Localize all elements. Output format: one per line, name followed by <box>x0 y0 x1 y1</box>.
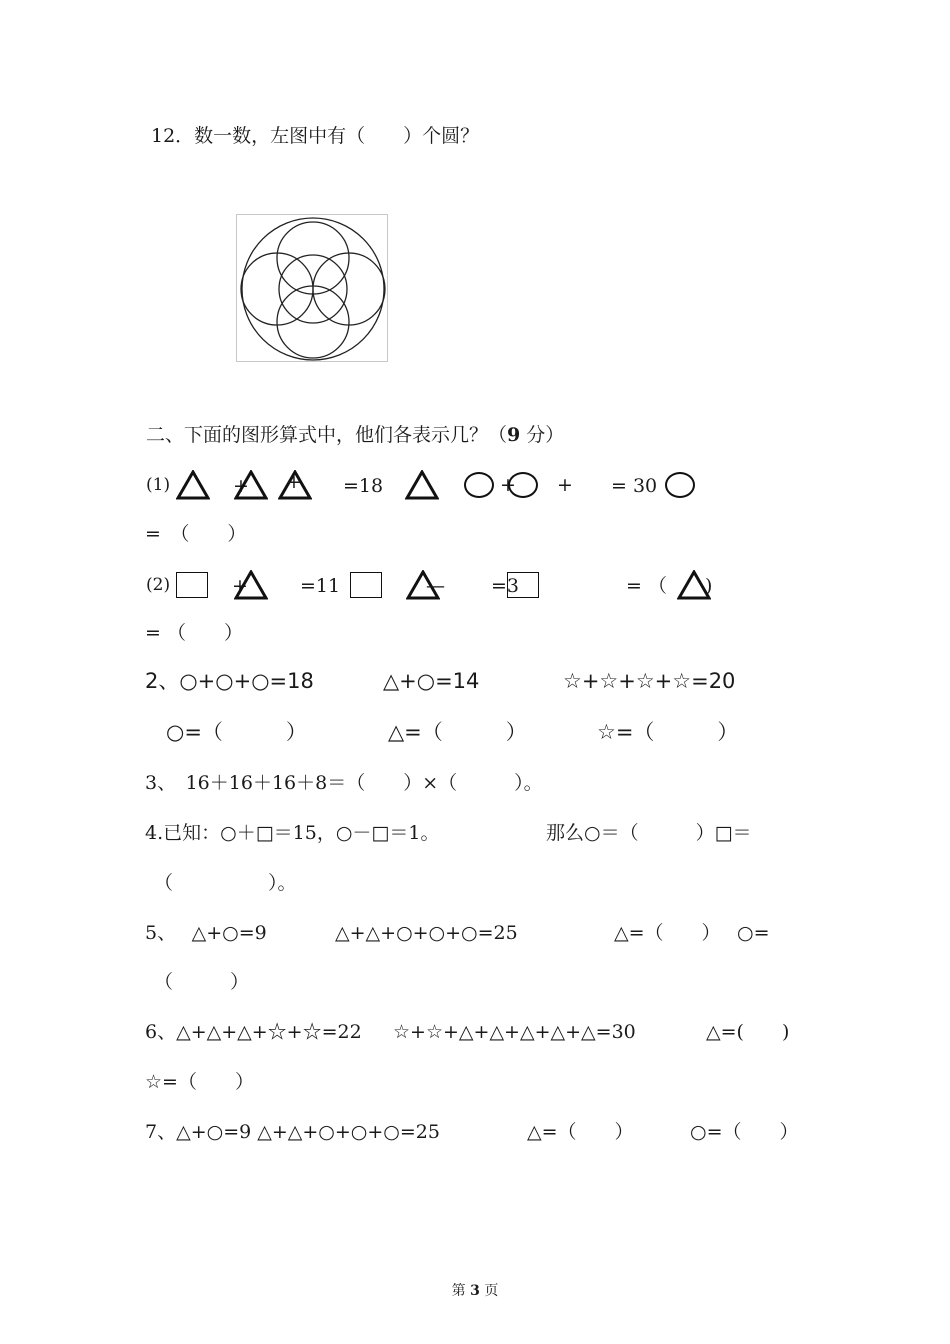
question-6-eq2: ☆+☆+△+△+△+△+△=30 <box>393 1021 636 1043</box>
footer-prefix: 第 <box>451 1283 466 1299</box>
question-5-eq1: 5、 △+○=9 <box>145 922 267 944</box>
question-5-eq2: △+△+○+○+○=25 <box>335 922 518 944</box>
q2-eq-circle: 2、○+○+○=18 <box>145 669 314 693</box>
question-5-blank: （ ） <box>154 971 250 993</box>
q2-ans-triangle: △=（ ） <box>388 720 527 744</box>
question-4-blank: （ ）。 <box>154 872 297 894</box>
section-2-score: 9 <box>507 424 521 446</box>
square-icon <box>350 572 382 598</box>
minus-sign: — <box>426 575 445 597</box>
triangle-icon <box>234 570 268 600</box>
bottom-circle <box>277 286 349 358</box>
question-6-eq1: 6、△+△+△+☆+☆=22 <box>145 1021 362 1043</box>
plus-sign: + <box>233 475 249 497</box>
circles-figure <box>236 214 388 362</box>
ellipse-icon <box>464 472 494 498</box>
section-2-title-text: 二、下面的图形算式中，他们各表示几？（ <box>146 424 508 446</box>
question-4-ask: 那么○＝（ ）□＝ <box>546 822 752 844</box>
footer-suffix: 页 <box>484 1283 499 1299</box>
equals-blank: = （ ) <box>626 575 713 597</box>
section-2-title-end: 分） <box>520 424 565 446</box>
ellipse-icon <box>665 472 695 498</box>
equals-11: =11 <box>300 575 341 597</box>
question-7-ans-triangle: △=（ ） <box>527 1121 634 1143</box>
page-number: 3 <box>470 1283 480 1299</box>
page-footer <box>0 1280 950 1300</box>
q2-eq-star: ☆+☆+☆+☆=20 <box>563 669 736 693</box>
problem-1-answer: = （ ） <box>145 523 247 545</box>
question-12: 12．数一数，左图中有（ ）个圆？ <box>151 125 480 147</box>
circles-diagram <box>237 215 387 361</box>
question-3: 3、 16＋16＋16＋8＝（ ）×（ ）。 <box>145 772 543 794</box>
question-6-ans-triangle: △=( ) <box>706 1021 790 1043</box>
question-6-ans-star: ☆=（ ） <box>145 1071 254 1093</box>
plus-sign: + <box>500 474 516 496</box>
question-5-ans-triangle: △=（ ） <box>614 922 721 944</box>
problem-2-label: (2) <box>146 575 171 595</box>
equals-18: =18 <box>343 475 384 497</box>
triangle-icon <box>405 470 439 500</box>
section-2-title <box>146 423 564 447</box>
question-4-given: 4.已知：○＋□＝15，○－□＝1。 <box>145 822 440 844</box>
square-icon <box>507 572 539 598</box>
triangle-icon <box>176 470 210 500</box>
question-5-ans-circle: ○= <box>737 922 770 944</box>
question-7-eqs: 7、△+○=9 △+△+○+○+○=25 <box>145 1121 440 1143</box>
equals-3: =3 <box>491 575 520 597</box>
question-7-ans-circle: ○=（ ） <box>690 1121 799 1143</box>
plus-sign: + <box>286 471 302 493</box>
problem-1-label: (1) <box>146 475 171 495</box>
triangle-icon <box>677 570 711 600</box>
q2-ans-star: ☆=（ ） <box>597 720 739 744</box>
problem-2-answer: = （ ） <box>145 622 243 644</box>
ellipse-icon <box>508 472 538 498</box>
q2-eq-triangle: △+○=14 <box>383 669 480 693</box>
equals-30: = 30 <box>611 475 658 497</box>
plus-sign: + <box>232 575 248 597</box>
plus-sign: + <box>557 474 573 496</box>
q2-ans-circle: ○=（ ） <box>166 720 307 744</box>
square-icon <box>176 572 208 598</box>
triangle-icon <box>234 470 268 500</box>
